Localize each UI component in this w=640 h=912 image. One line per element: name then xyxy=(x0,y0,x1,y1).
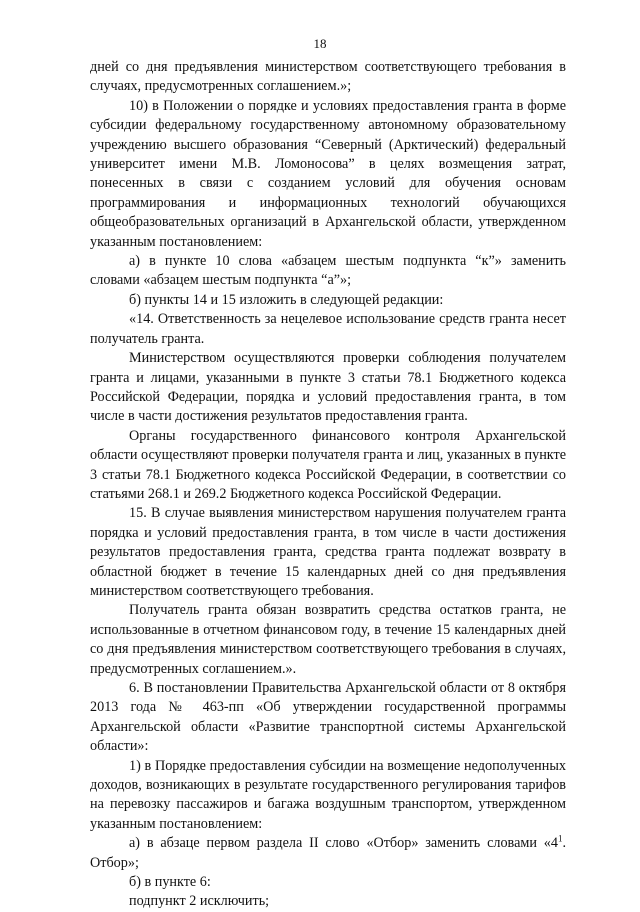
paragraph-item-b-point-6: б) в пункте 6: xyxy=(129,874,211,891)
paragraph-control-bodies: Органы государственного финансового контроля Архангельской области осуществляют проверки получателя гранта и лиц, указанных в пункте 3 статьи 78.1 Бюджетного кодекса Российской Федерации, в соответствии со статьями 268.1 и 269.2 Бюджетного кодекса Российской Федерации. xyxy=(90,427,566,502)
paragraph-return-funds: Получатель гранта обязан возвратить средства остатков гранта, не использованные в отчетном финансовом году, в течение 15 календарных дней со дня предъявления министерством соответствующего требования в случаях, предусмотренных соглашением.». xyxy=(90,602,566,677)
paragraph-ministry-checks: Министерством осуществляются проверки соблюдения получателем гранта и лицами, указанными в пункте 3 статьи 78.1 Бюджетного кодекса Российской Федерации, порядка и условий предоставления гранта, в том числе в части достижения результатов предоставления гранта. xyxy=(90,350,566,425)
paragraph-item-a-section-2 xyxy=(90,834,566,873)
paragraph-clause-15: 15. В случае выявления министерством нарушения получателем гранта порядка и условий предоставления гранта, в том числе в части достижения результатов предоставления гранта, средства гранта подлежат возврату в областной бюджет в течение 15 календарных дней со дня предъявления министерством соответствующего требования. xyxy=(90,505,566,599)
page-number: 18 xyxy=(313,36,327,51)
line-a-suffix: . Отбор»; xyxy=(90,835,566,871)
paragraph-item-1: 1) в Порядке предоставления субсидии на возмещение недополученных доходов, возникающих в результате государственного регулирования тарифов на перевозку пассажиров и багажа воздушным транспортом, утвержденном указанным постановлением: xyxy=(90,757,566,832)
paragraph-continuation: дней со дня предъявления министерством соответствующего требования в случаях, предусмотренных соглашением.»; xyxy=(90,59,566,95)
document-body xyxy=(90,58,566,912)
paragraph-item-10: 10) в Положении о порядке и условиях предоставления гранта в форме субсидии федеральному государственному автономному образовательному учреждению высшего образования “Северный (Арктический) федеральный университет имени М.В. Ломоносова” в целях возмещения затрат, понесенных в связи с созданием условий для обучения основам программирования и информационных технологий обучающихся общеобразовательных организаций в Архангельской области, утвержденном указанным постановлением: xyxy=(90,97,566,250)
paragraph-item-6: 6. В постановлении Правительства Архангельской области от 8 октября 2013 года № 463-пп «Об утверждении государственной программы Архангельской области «Развитие транспортной системы Архангельской области»: xyxy=(90,680,566,755)
line-a-prefix: а) в абзаце первом раздела II слово «Отбор» заменить словами «4 xyxy=(129,835,558,852)
paragraph-clause-14: «14. Ответственность за нецелевое использование средств гранта несет получатель гранта. xyxy=(90,311,566,347)
paragraph-item-b: б) пункты 14 и 15 изложить в следующей редакции: xyxy=(129,291,444,308)
paragraph-item-a: а) в пункте 10 слова «абзацем шестым подпункта “к”» заменить словами «абзацем шестым подпункта “а”»; xyxy=(90,253,566,289)
paragraph-subpoint-2: подпункт 2 исключить; xyxy=(129,893,270,910)
line-a-superscript: 1 xyxy=(557,833,563,844)
